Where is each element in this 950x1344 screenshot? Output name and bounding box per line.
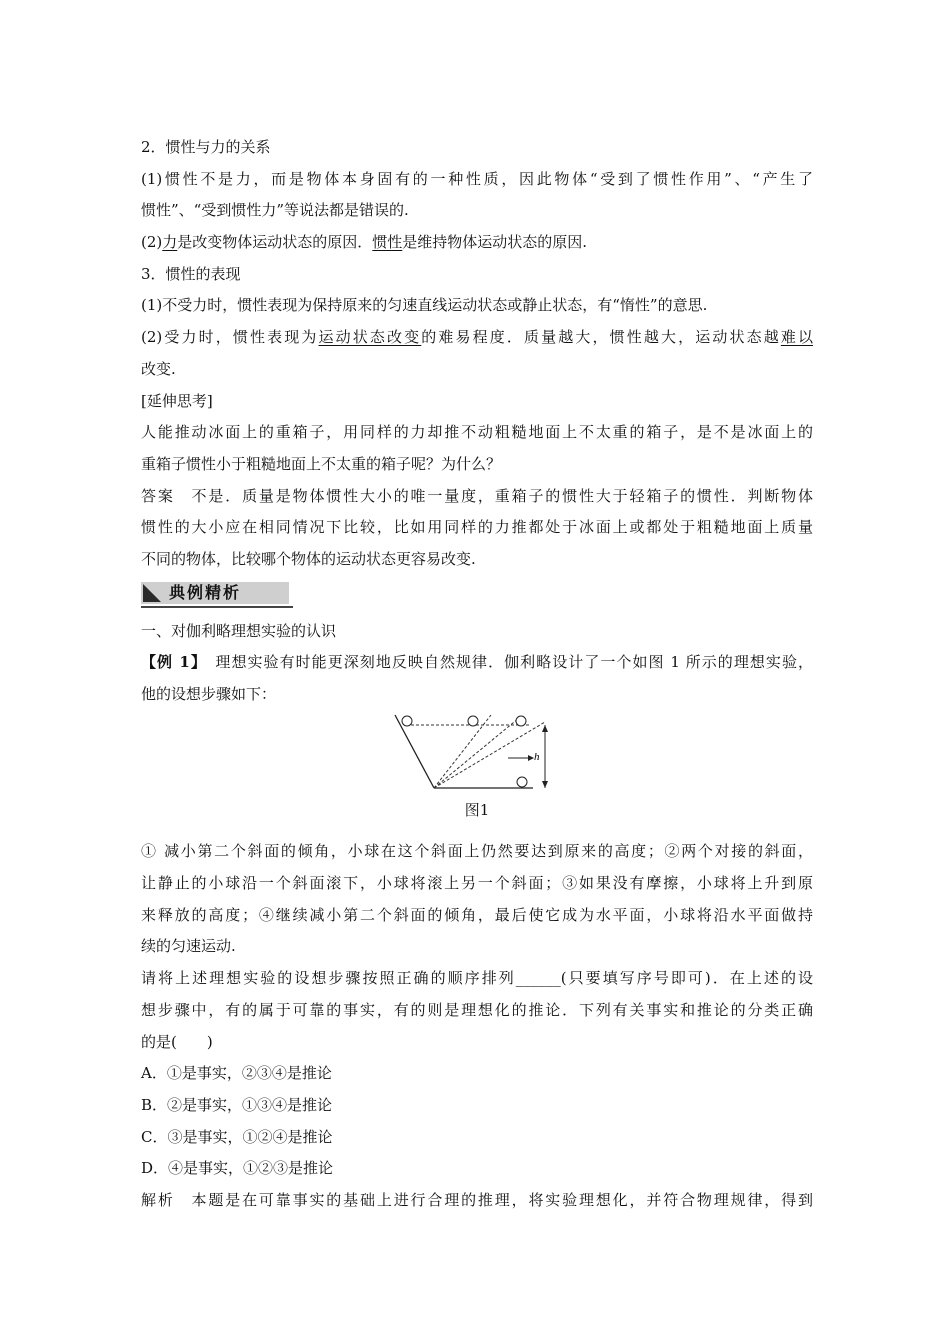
paragraph-line [141, 322, 813, 354]
question-line: 想步骤中，有的属于可靠的事实，有的则是理想化的推论．下列有关事实和推论的分类正确 [141, 1000, 813, 1019]
option-c: C．③是事实，①②④是推论 [141, 1127, 333, 1146]
question-line: 的是( ) [141, 1032, 213, 1051]
text: (2)受力时，惯性表现为 [141, 328, 319, 347]
underlined-term: 力 [162, 233, 178, 252]
paragraph-line: 改变. [141, 359, 176, 378]
underlined-term: 惯性 [372, 233, 403, 252]
text: 理想实验有时能更深刻地反映自然规律．伽利略设计了一个如图 1 所示的理想实验， [199, 653, 813, 672]
section-2-heading: 2．惯性与力的关系 [141, 138, 271, 156]
analysis-line: 解析 本题是在可靠事实的基础上进行合理的推理，将实验理想化，并符合物理规律，得到 [141, 1190, 813, 1209]
text: 是改变物体运动状态的原因． [177, 233, 373, 252]
option-d: D．④是事实，①②③是推论 [141, 1159, 334, 1178]
corner-triangle-icon [143, 584, 163, 604]
question-line: 请将上述理想实验的设想步骤按照正确的顺序排列______(只要填写序号即可)．在上述的设 [141, 969, 813, 988]
paragraph-line: (1)不受力时，惯性表现为保持原来的匀速直线运动状态或静止状态，有“惰性”的意思. [141, 296, 708, 315]
underlined-term: 难以 [780, 328, 813, 347]
height-label: h [534, 750, 540, 763]
option-b: B．②是事实，①③④是推论 [141, 1095, 333, 1114]
answer-line: 惯性的大小应在相同情况下比较，比如用同样的力推都处于冰面上或都处于粗糙地面上质量 [141, 518, 813, 537]
underlined-term: 运动状态改变 [318, 328, 422, 347]
banner-rule [141, 606, 293, 608]
section-3-heading: 3．惯性的表现 [141, 264, 241, 283]
text: (2) [141, 233, 163, 252]
option-a: A．①是事实，②③④是推论 [141, 1064, 332, 1083]
steps-line: 续的匀速运动. [141, 937, 236, 956]
text: 的难易程度．质量越大，惯性越大，运动状态越 [421, 328, 781, 347]
steps-line: ① 减小第二个斜面的倾角，小球在这个斜面上仍然要达到原来的高度；②两个对接的斜面， [141, 842, 813, 861]
figure-caption: 图1 [464, 800, 490, 819]
text: 是维持物体运动状态的原因. [402, 233, 588, 252]
paragraph-line: (1)惯性不是力，而是物体本身固有的一种性质，因此物体“受到了惯性作用”、“产生了 [141, 169, 813, 188]
steps-line: 让静止的小球沿一个斜面滚下，小球将滚上另一个斜面；③如果没有摩擦，小球将上升到原 [141, 874, 813, 893]
paragraph-line [141, 227, 813, 259]
example-line: 他的设想步骤如下： [141, 685, 277, 703]
example-tag: 【例 1】 [141, 653, 200, 672]
paragraph-line: 惯性”、“受到惯性力”等说法都是错误的. [141, 201, 409, 220]
example-line [141, 647, 813, 679]
answer-line: 答案 不是．质量是物体惯性大小的唯一量度，重箱子的惯性大于轻箱子的惯性．判断物体 [141, 486, 813, 505]
part-heading: 一、对伽利略理想实验的认识 [141, 621, 337, 640]
section-title: 典例精析 [169, 582, 242, 602]
answer-line: 不同的物体，比较哪个物体的运动状态更容易改变. [141, 549, 476, 568]
incline-diagram [391, 713, 551, 793]
section-banner [141, 576, 813, 616]
document-page [141, 132, 813, 1217]
question-line: 人能推动冰面上的重箱子，用同样的力却推不动粗糙地面上不太重的箱子，是不是冰面上的 [141, 423, 813, 442]
steps-line: 来释放的高度；④继续减小第二个斜面的倾角，最后使它成为水平面，小球将沿水平面做持 [141, 905, 813, 924]
extension-thinking-tag: [延伸思考] [141, 391, 213, 410]
figure-1 [141, 711, 813, 795]
question-line: 重箱子惯性小于粗糙地面上不太重的箱子呢？为什么？ [141, 454, 502, 473]
